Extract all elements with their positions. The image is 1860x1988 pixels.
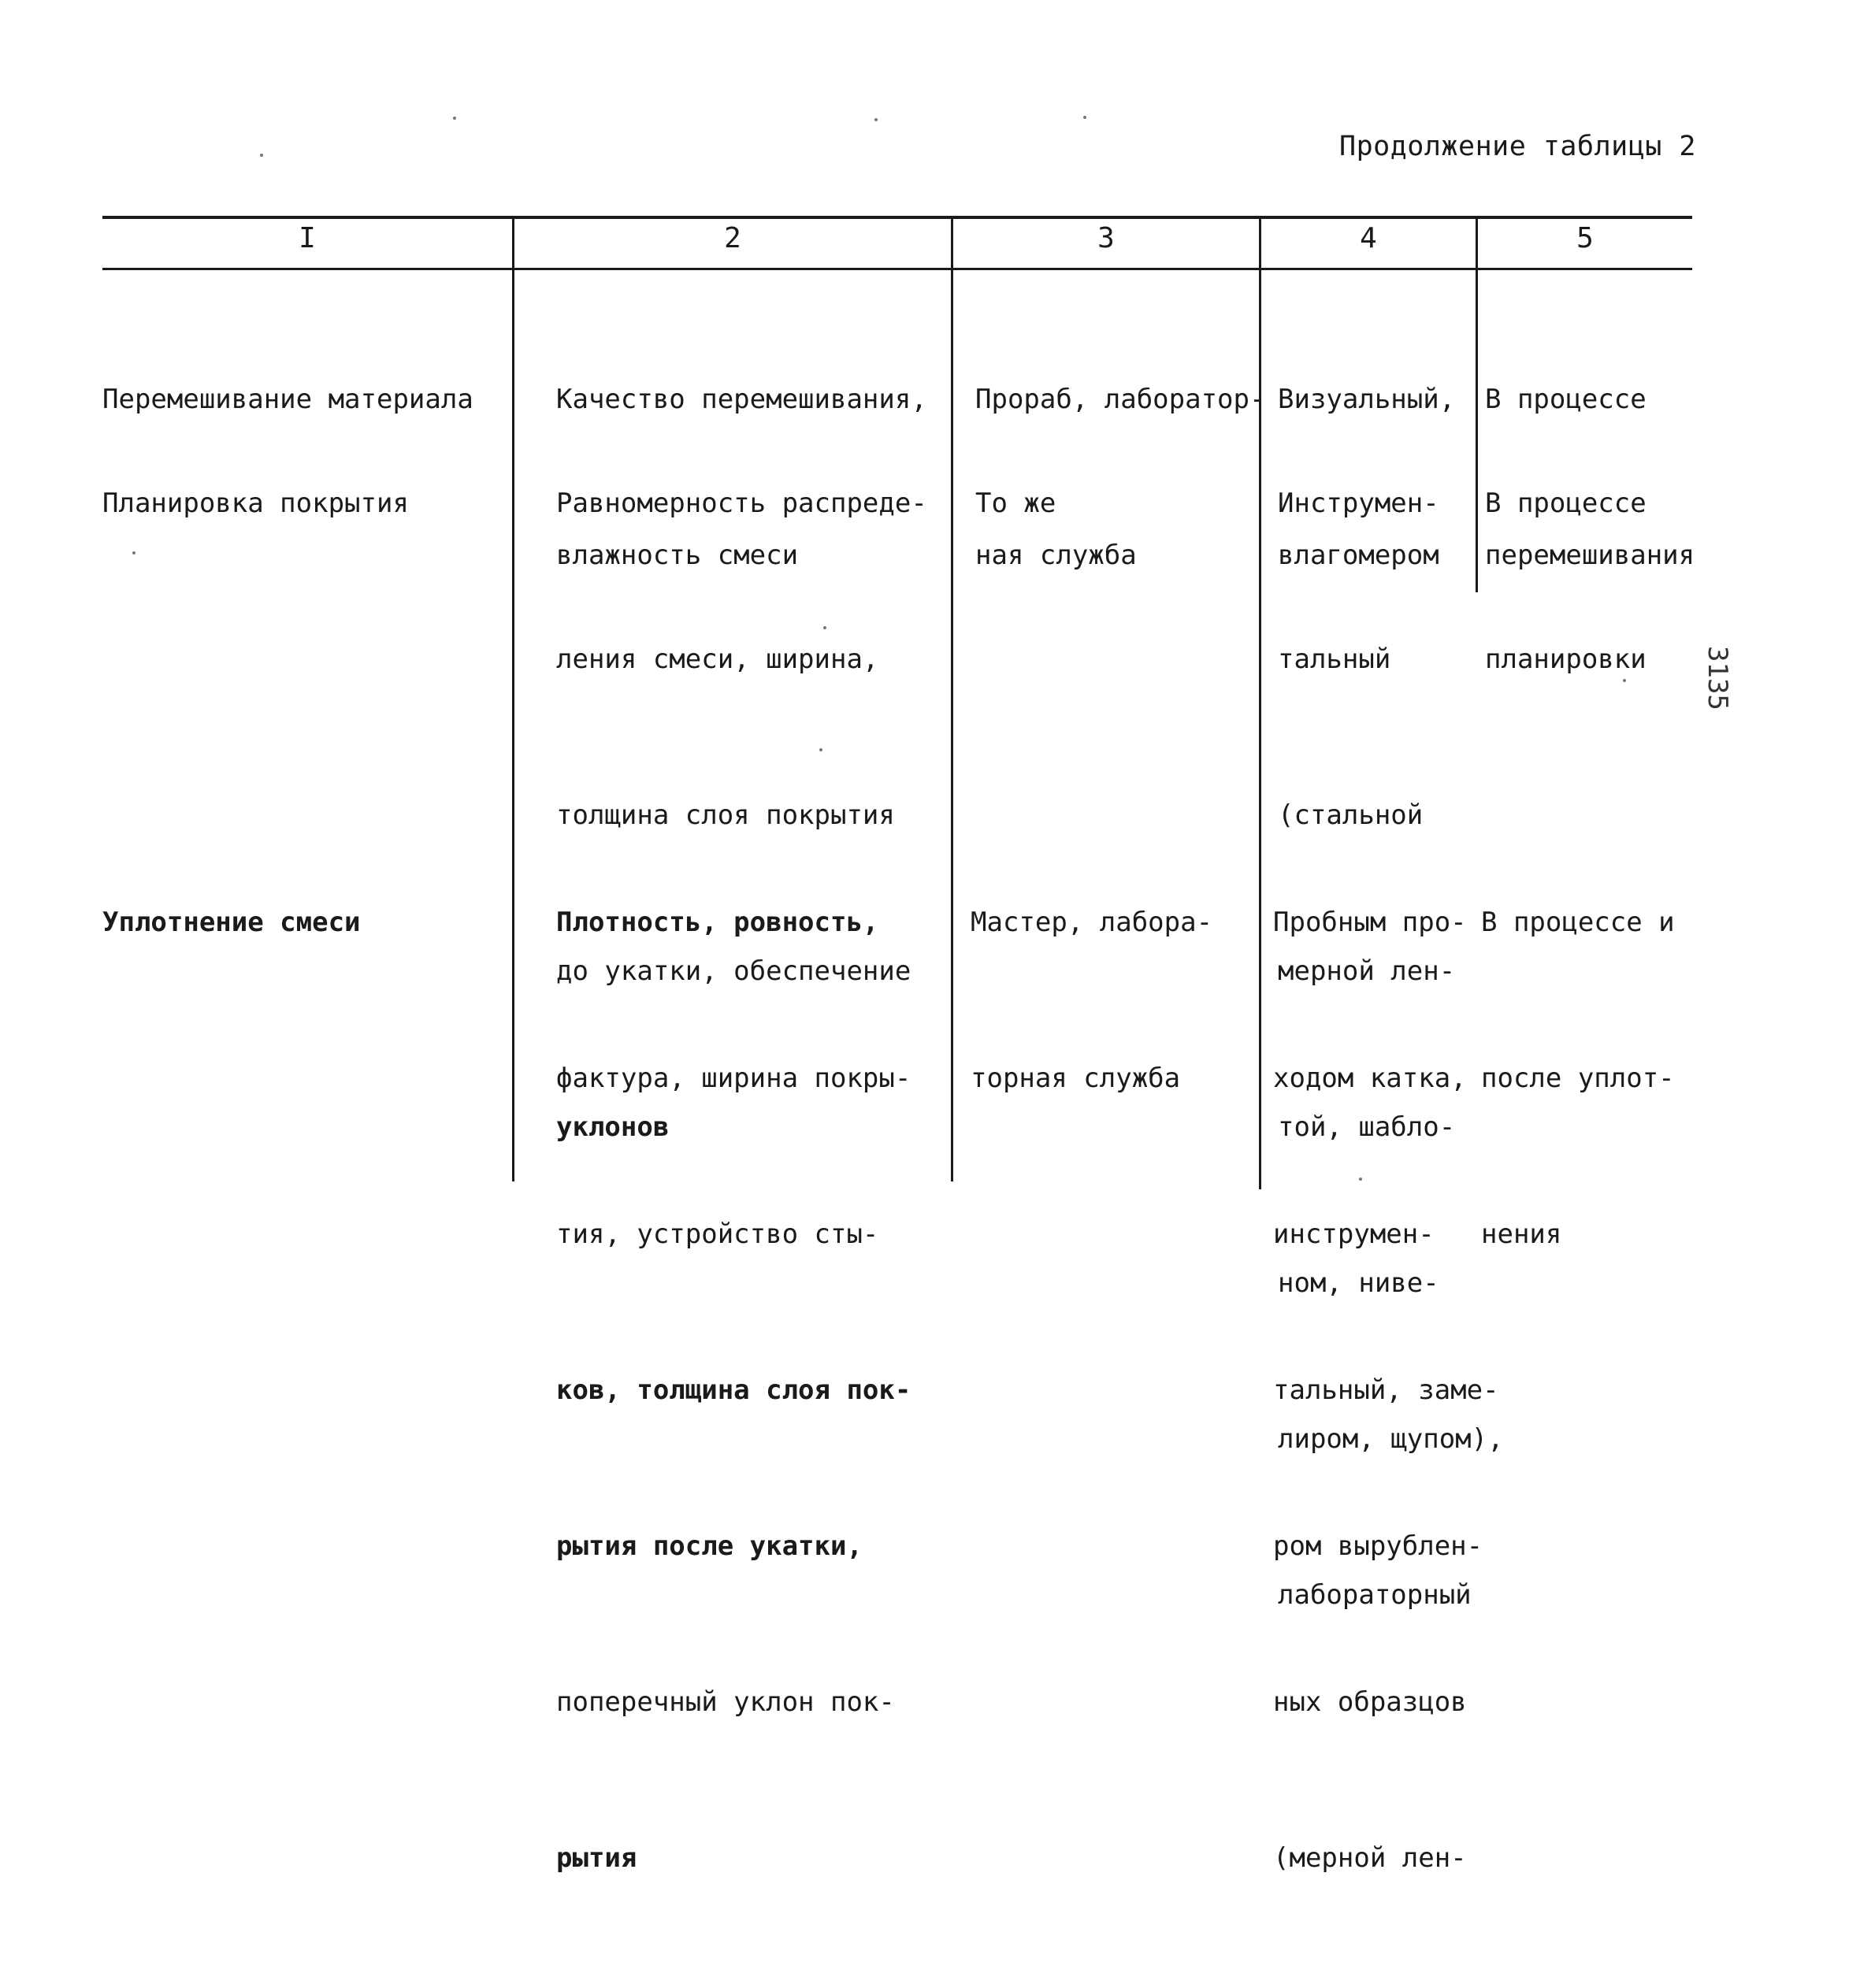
row2-responsible-line: То же <box>975 488 1056 519</box>
row2-method-line: лиром, щупом), <box>1278 1423 1504 1455</box>
row3-params-line: поперечный уклон пок- <box>556 1686 895 1718</box>
row3-method-line: ходом катка, <box>1273 1063 1467 1094</box>
scan-speck <box>1623 679 1626 682</box>
row3-method-line: ных образцов <box>1273 1686 1467 1718</box>
row2-timing-line: В процессе <box>1485 488 1647 519</box>
row3-params-line: тия, устройство сты- <box>556 1218 879 1250</box>
row2-method-line: тальный <box>1278 644 1391 675</box>
row2-operation <box>102 373 409 633</box>
scan-speck <box>874 118 878 121</box>
row1-timing-line: перемешивания <box>1485 540 1695 571</box>
table-caption: Продолжение таблицы 2 <box>1339 131 1697 162</box>
scan-speck <box>819 748 822 751</box>
row2-timing-line: планировки <box>1485 644 1647 675</box>
row2-params-line: уклонов <box>556 1111 670 1143</box>
row2-operation-line: Планировка покрытия <box>102 488 409 519</box>
table-top-rule <box>102 216 1692 219</box>
row3-timing-line: В процессе и <box>1481 907 1675 938</box>
row3-params-line: рытия после укатки, <box>556 1530 863 1562</box>
row3-params-line: ков, толщина слоя пок- <box>556 1374 911 1406</box>
row3-method-line: Пробным про- <box>1273 907 1467 938</box>
column-header-3: 3 <box>1097 222 1115 254</box>
row2-params-line: Равномерность распреде- <box>556 488 927 519</box>
margin-page-number: 3135 <box>1702 646 1733 710</box>
row2-method-line: лабораторный <box>1278 1579 1472 1611</box>
scan-speck <box>1083 116 1086 119</box>
scan-speck <box>453 117 456 120</box>
row1-operation-line: Перемешивание материала <box>102 384 473 415</box>
row2-responsible <box>975 373 1056 633</box>
row1-responsible-line: ная служба <box>975 540 1137 571</box>
row3-responsible <box>971 792 1212 1208</box>
column-header-1: I <box>299 222 316 254</box>
scan-speck <box>132 551 136 554</box>
row2-method-line: ном, ниве- <box>1278 1267 1439 1299</box>
row2-params-line: до укатки, обеспечение <box>556 955 911 987</box>
row3-operation-line: Уплотнение смеси <box>102 907 361 938</box>
row1-method-line: влагомером <box>1278 540 1439 571</box>
row3-params-line: фактура, ширина покры- <box>556 1063 911 1094</box>
row2-method-line: Инструмен- <box>1278 488 1439 519</box>
row1-method-line: Визуальный, <box>1278 384 1456 415</box>
row1-params-line: влажность смеси <box>556 540 799 571</box>
scan-speck <box>1359 1178 1362 1181</box>
row3-operation <box>102 792 361 1052</box>
row3-responsible-line: Мастер, лабора- <box>971 907 1213 938</box>
row2-timing <box>1485 373 1647 789</box>
row1-responsible-line: Прораб, лаборатор- <box>975 384 1266 415</box>
scan-speck <box>823 626 826 629</box>
row1-timing-line: В процессе <box>1485 384 1647 415</box>
row3-controlled-params <box>556 792 911 1988</box>
row3-timing-line: после уплот- <box>1481 1063 1675 1094</box>
scan-speck <box>260 154 263 157</box>
column-header-5: 5 <box>1576 222 1594 254</box>
row3-timing-line: нения <box>1481 1218 1562 1250</box>
row3-params-line: Плотность, ровность, <box>556 907 879 938</box>
row3-method-line: (мерной лен- <box>1273 1842 1467 1874</box>
row3-method-line: ром вырублен- <box>1273 1530 1483 1562</box>
row3-responsible-line: торная служба <box>971 1063 1181 1094</box>
column-header-2: 2 <box>724 222 741 254</box>
column-divider-1 <box>512 219 514 1181</box>
row3-method-line: инструмен- <box>1273 1218 1435 1250</box>
row2-params-line: толщина слоя покрытия <box>556 799 895 831</box>
column-header-4: 4 <box>1360 222 1377 254</box>
row2-method-line: (стальной <box>1278 799 1424 831</box>
row1-params-line: Качество перемешивания, <box>556 384 927 415</box>
row3-method-line: тальный, заме- <box>1273 1374 1499 1406</box>
row2-method-line: мерной лен- <box>1278 955 1456 987</box>
row3-method <box>1273 792 1499 1988</box>
row3-timing <box>1481 792 1675 1364</box>
row3-params-line: рытия <box>556 1842 637 1874</box>
row2-method-line: той, шабло- <box>1278 1111 1456 1143</box>
column-divider-2 <box>951 219 953 1181</box>
row2-params-line: ления смеси, ширина, <box>556 644 879 675</box>
